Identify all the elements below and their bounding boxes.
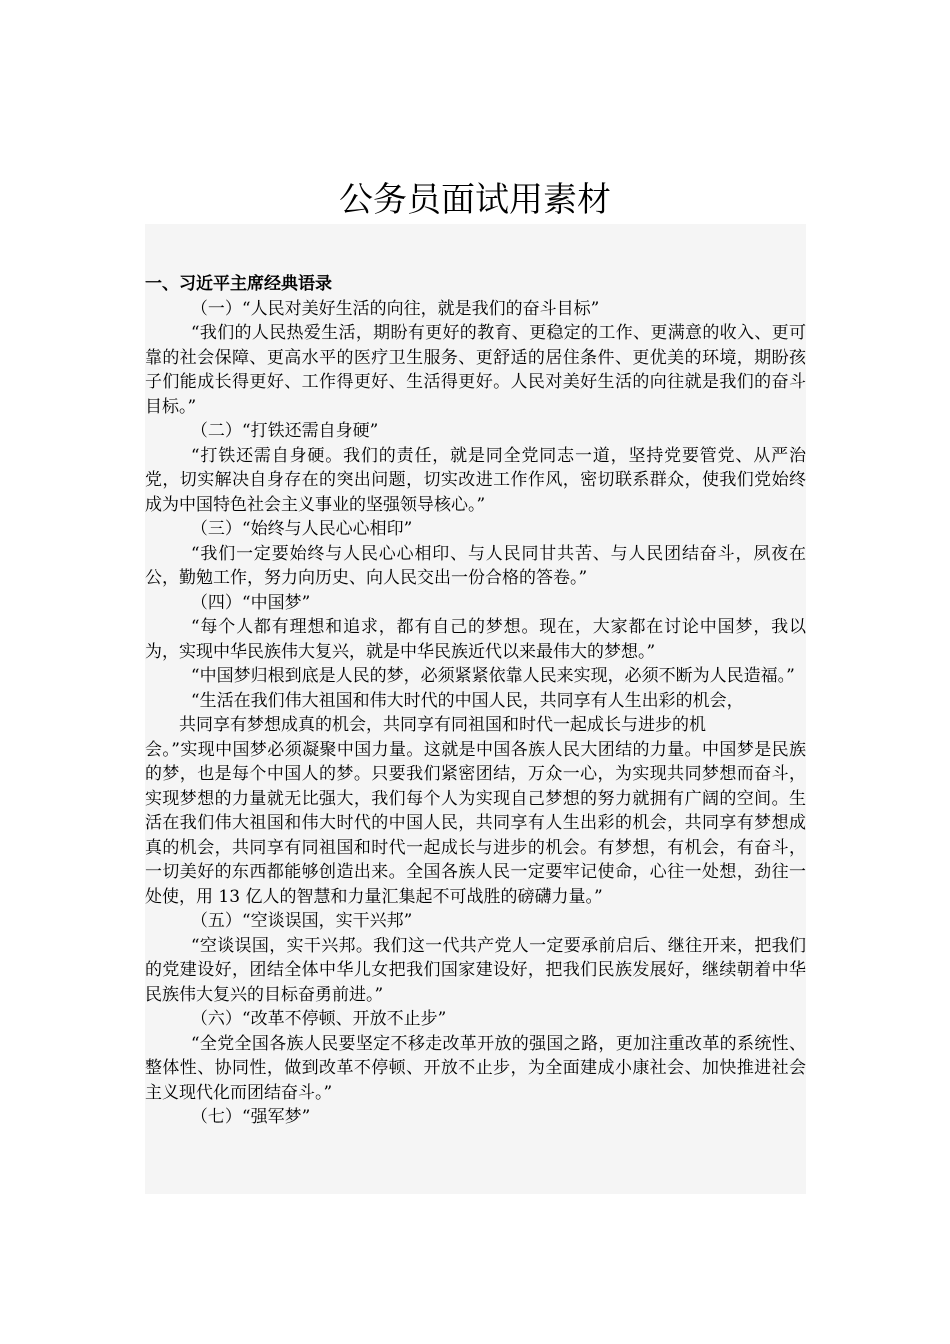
section-heading: 一、习近平主席经典语录 bbox=[145, 274, 332, 294]
paragraph: “生活在我们伟大祖国和伟大时代的中国人民，共同享有人生出彩的机会， bbox=[190, 690, 744, 711]
subheading: （六）“改革不停顿、开放不止步” bbox=[190, 1009, 447, 1029]
paragraph: “中国梦归根到底是人民的梦，必须紧紧依靠人民来实现，必须不断为人民造福。” bbox=[190, 666, 795, 686]
subheading: （七）“强军梦” bbox=[190, 1107, 311, 1127]
subheading: （三）“始终与人民心心相印” bbox=[190, 519, 413, 539]
paragraph: “我们一定要始终与人民心心相印、与人民同甘共苦、与人民团结奋斗，夙夜在公，勤勉工作，努力向历史、向人民交出一份合格的答卷。” bbox=[145, 543, 806, 588]
subheading: （二）“打铁还需自身硬” bbox=[190, 421, 379, 441]
paragraph: “空谈误国，实干兴邦。我们这一代共产党人一定要承前启后、继往开来，把我们的党建设好，团结全体中华儿女把我们国家建设好，把我们民族发展好，继续朝着中华民族伟大复兴的目标奋勇前进。” bbox=[145, 935, 806, 1005]
paragraph: “我们的人民热爱生活，期盼有更好的教育、更稳定的工作、更满意的收入、更可靠的社会保障、更高水平的医疗卫生服务、更舒适的居住条件、更优美的环境，期盼孩子们能成长得更好、工作得更好、生活得更好。人民对美好生活的向往就是我们的奋斗目标。” bbox=[145, 323, 806, 417]
subheading: （五）“空谈误国，实干兴邦” bbox=[190, 911, 413, 931]
paragraph: 会。”实现中国梦必须凝聚中国力量。这就是中国各族人民大团结的力量。中国梦是民族的梦，也是每个中国人的梦。只要我们紧密团结，万众一心，为实现共同梦想而奋斗，实现梦想的力量就无比强大，我们每个人为实现自己梦想的努力就拥有广阔的空间。生活在我们伟大祖国和伟大时代的中国人民，共同享有人生出彩的机会，共同享有梦想成真的机会，共同享有同祖国和时代一起成长与进步的机会。有梦想，有机会，有奋斗，一切美好的东西都能够创造出来。全国各族人民一定要牢记使命，心往一处想，劲往一处使，用 13 亿人的智慧和力量汇集起不可战胜的磅礴力量。” bbox=[145, 739, 806, 907]
document-body bbox=[145, 272, 806, 1130]
paragraph: 共同享有梦想成真的机会，共同享有同祖国和时代一起成长与进步的机 bbox=[179, 715, 706, 735]
paragraph: “打铁还需自身硬。我们的责任，就是同全党同志一道，坚持党要管党、从严治党，切实解决自身存在的突出问题，切实改进工作作风，密切联系群众，使我们党始终成为中国特色社会主义事业的坚强领导核心。” bbox=[145, 445, 806, 515]
paragraph: “全党全国各族人民要坚定不移走改革开放的强国之路，更加注重改革的系统性、整体性、协同性，做到改革不停顿、开放不止步，为全面建成小康社会、加快推进社会主义现代化而团结奋斗。” bbox=[145, 1033, 806, 1103]
page-title: 公务员面试用素材 bbox=[339, 180, 611, 220]
paragraph: “每个人都有理想和追求，都有自己的梦想。现在，大家都在讨论中国梦，我以为，实现中华民族伟大复兴，就是中华民族近代以来最伟大的梦想。” bbox=[145, 617, 806, 662]
subheading: （四）“中国梦” bbox=[190, 592, 311, 613]
subheading: （一）“人民对美好生活的向往，就是我们的奋斗目标” bbox=[190, 298, 600, 319]
